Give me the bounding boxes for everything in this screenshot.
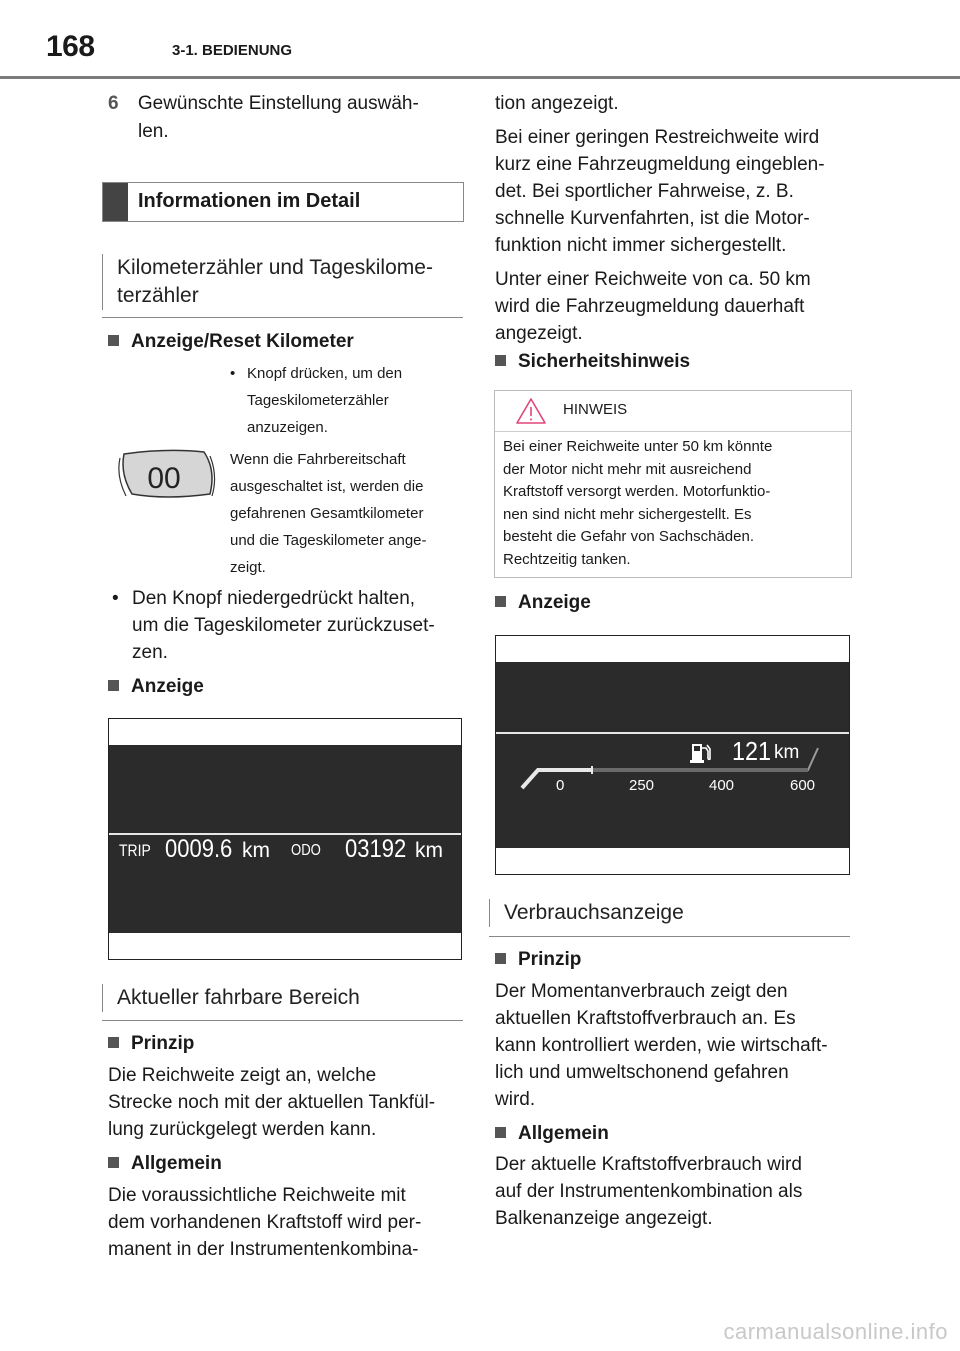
reset-note-line: gefahrenen Gesamtkilometer (230, 505, 424, 522)
odo-label: ODO (291, 842, 321, 859)
square-bullet-icon (108, 680, 119, 691)
safety-heading (495, 351, 690, 373)
text-line: lich und umweltschonend gefahren (495, 1062, 789, 1083)
trip-unit: km (242, 839, 270, 862)
screen-divider (109, 833, 461, 835)
page-number: 168 (46, 30, 95, 63)
safety-heading-text: Sicherheitshinweis (518, 351, 691, 372)
range-continuation-text (495, 90, 855, 347)
gauge-tick-0: 0 (556, 777, 565, 794)
header-rule (0, 76, 960, 79)
display-heading-right (495, 592, 591, 614)
square-bullet-icon (108, 335, 119, 346)
step-number: 6 (108, 93, 119, 114)
text-line: Die Reichweite zeigt an, welche (108, 1065, 377, 1086)
notice-line: der Motor nicht mehr mit ausreichend (503, 460, 752, 478)
text-line: tion angezeigt. (495, 93, 619, 114)
text-line: wird die Fahrzeugmeldung dauerhaft (495, 296, 805, 317)
reset-note-line: Wenn die Fahrbereitschaft (230, 451, 406, 468)
hold-line: um die Tageskilometer zurückzuset- (132, 615, 435, 636)
allgemein-text-left (108, 1182, 468, 1263)
reset-bullet: • Knopf drücken, um den Tageskilometerzähler anzuzeigen. (230, 360, 462, 441)
notice-line: Bei einer Reichweite unter 50 km könnte (503, 438, 773, 455)
odometer-display (108, 718, 462, 960)
text-line: lung zurückgelegt werden kann. (108, 1119, 377, 1140)
warning-icon (515, 397, 547, 425)
reset-note (230, 446, 464, 581)
text-line: Der aktuelle Kraftstoffverbrauch wird (495, 1154, 802, 1175)
allgemein-text-right (495, 1151, 855, 1232)
screen-divider (496, 732, 849, 734)
range-value: 121 (732, 736, 772, 766)
allgemein-heading-right (495, 1123, 609, 1145)
step-text-line2: len. (138, 121, 169, 142)
range-display (495, 635, 850, 875)
prinzip-heading-right (495, 949, 581, 971)
display-heading-right-text: Anzeige (518, 592, 591, 613)
reset-heading (108, 331, 354, 353)
title-bar-accent (103, 183, 128, 221)
text-line: det. Bei sportlicher Fahrweise, z. B. (495, 181, 794, 202)
square-bullet-icon (108, 1157, 119, 1168)
text-line: aktuellen Kraftstoffverbrauch an. Es (495, 1008, 796, 1029)
text-line: funktion nicht immer sichergestellt. (495, 235, 787, 256)
prinzip-heading-left (108, 1033, 194, 1055)
section-consumption-title: Verbrauchsanzeige (489, 899, 850, 927)
display-heading-left-text: Anzeige (131, 676, 204, 697)
section-odometer-line2: terzähler (117, 284, 199, 307)
notice-line: Rechtzeitig tanken. (503, 550, 631, 568)
text-line: Balkenanzeige angezeigt. (495, 1208, 713, 1229)
reset-bullet-line: anzuzeigen. (247, 419, 328, 436)
footer-watermark[interactable]: carmanualsonline.info (723, 1319, 948, 1344)
section-range-title: Aktueller fahrbare Bereich (102, 984, 463, 1012)
display-heading-left (108, 676, 204, 698)
prinzip-heading-left-text: Prinzip (131, 1033, 195, 1054)
reset-note-line: und die Tageskilometer ange- (230, 532, 427, 549)
hold-bullet: • Den Knopf niedergedrückt halten, um die Tageskilometer zurückzuset- zen. (108, 585, 464, 666)
trip-value: 0009.6 (165, 835, 233, 863)
notice-line: besteht die Gefahr von Sachschäden. (503, 528, 755, 545)
reset-bullet-line: Knopf drücken, um den (247, 365, 403, 382)
notice-line: nen sind nicht mehr sichergestellt. Es (503, 505, 752, 523)
section-rule (102, 1020, 463, 1021)
square-bullet-icon (495, 1127, 506, 1138)
reset-note-line: ausgeschaltet ist, werden die (230, 478, 424, 495)
text-line: Der Momentanverbrauch zeigt den (495, 981, 788, 1002)
notice-title: HINWEIS (563, 401, 628, 418)
text-line: Bei einer geringen Restreichweite wird (495, 127, 820, 148)
range-screen (496, 662, 849, 848)
odometer-screen (109, 745, 461, 933)
notice-header (495, 391, 851, 432)
section-rule (102, 317, 463, 318)
text-line: Strecke noch mit der aktuellen Tankfül- (108, 1092, 436, 1113)
notice-line: Kraftstoff versorgt werden. Motorfunktio- (503, 483, 771, 500)
square-bullet-icon (495, 355, 506, 366)
prinzip-heading-right-text: Prinzip (518, 949, 582, 970)
odo-value: 03192 (345, 835, 407, 863)
text-line: Unter einer Reichweite von ca. 50 km (495, 269, 811, 290)
square-bullet-icon (108, 1037, 119, 1048)
info-box-title (102, 182, 464, 222)
text-line: schnelle Kurvenfahrten, ist die Motor- (495, 208, 810, 229)
section-rule (489, 936, 850, 937)
text-line: kurz eine Fahrzeugmeldung eingeblen- (495, 154, 825, 175)
square-bullet-icon (495, 953, 506, 964)
text-line: manent in der Instrumentenkombina- (108, 1239, 419, 1260)
notice-box (494, 390, 852, 578)
text-line: dem vorhandenen Kraftstoff wird per- (108, 1212, 422, 1233)
allgemein-heading-right-text: Allgemein (518, 1123, 609, 1144)
hold-line: Den Knopf niedergedrückt halten, (132, 588, 416, 609)
text-line: Die voraussichtliche Reichweite mit (108, 1185, 406, 1206)
text-line: auf der Instrumentenkombination als (495, 1181, 803, 1202)
prinzip-text-left (108, 1062, 468, 1143)
section-odometer-line1: Kilometerzähler und Tageskilome- (117, 256, 433, 279)
trip-knob-illustration (118, 448, 218, 500)
range-unit: km (774, 742, 800, 763)
info-box-title-text: Informationen im Detail (138, 190, 361, 212)
allgemein-heading-left-text: Allgemein (131, 1153, 222, 1174)
gauge-tick-400: 400 (709, 777, 735, 794)
text-line: wird. (495, 1089, 536, 1110)
step-6 (108, 90, 419, 117)
section-odometer-title (102, 254, 463, 310)
knob-label: 00 (147, 462, 181, 495)
reset-bullet-line: Tageskilometerzähler (247, 392, 389, 409)
square-bullet-icon (495, 596, 506, 607)
notice-body (495, 432, 851, 579)
hold-line: zen. (132, 642, 168, 663)
prinzip-text-right (495, 978, 855, 1113)
allgemein-heading-left (108, 1153, 222, 1175)
text-line: kann kontrolliert werden, wie wirtschaft- (495, 1035, 828, 1056)
trip-label: TRIP (119, 841, 151, 860)
reset-note-line: zeigt. (230, 559, 266, 576)
gauge-tick-250: 250 (629, 777, 655, 794)
reset-heading-text: Anzeige/Reset Kilometer (131, 331, 354, 352)
text-line: angezeigt. (495, 323, 583, 344)
gauge-tick-600: 600 (790, 777, 816, 794)
odo-unit: km (415, 839, 443, 862)
step-text-line1: Gewünschte Einstellung auswäh- (137, 93, 419, 114)
chapter-title: 3-1. BEDIENUNG (172, 42, 293, 59)
